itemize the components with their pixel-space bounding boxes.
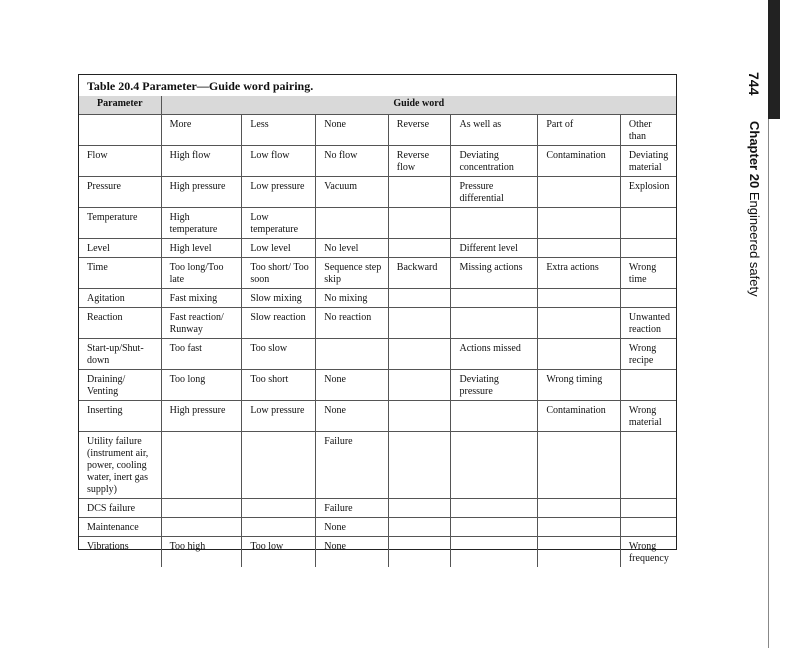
- table-cell: [161, 518, 242, 537]
- table-cell: [388, 518, 451, 537]
- table-cell: [388, 537, 451, 568]
- parameter-guide-word-table: [79, 96, 676, 567]
- parameter-cell: Pressure: [79, 177, 161, 208]
- table-cell: High temperature: [161, 208, 242, 239]
- table-cell: [538, 289, 621, 308]
- guide-word-cell: As well as: [451, 115, 538, 146]
- table-cell: Low temperature: [242, 208, 316, 239]
- parameter-cell: Time: [79, 258, 161, 289]
- table-cell: Explosion: [620, 177, 676, 208]
- table-cell: [388, 339, 451, 370]
- table-cell: High pressure: [161, 177, 242, 208]
- table-cell: Contamination: [538, 146, 621, 177]
- table-cell: [388, 370, 451, 401]
- table-row: [79, 177, 676, 208]
- table-cell: [451, 499, 538, 518]
- table-cell: None: [316, 518, 389, 537]
- table-row: [79, 239, 676, 258]
- table-cell: [538, 177, 621, 208]
- table-caption: Table 20.4 Parameter—Guide word pairing.: [87, 79, 314, 93]
- table-cell: High level: [161, 239, 242, 258]
- table-cell: [538, 518, 621, 537]
- table-cell: Unwanted reaction: [620, 308, 676, 339]
- table-cell: Wrong time: [620, 258, 676, 289]
- table-cell: Too long: [161, 370, 242, 401]
- table-cell: Too fast: [161, 339, 242, 370]
- table-cell: [538, 537, 621, 568]
- table-cell: No reaction: [316, 308, 389, 339]
- table-cell: [242, 432, 316, 499]
- guide-word-cell: None: [316, 115, 389, 146]
- guide-words-row: [79, 115, 676, 146]
- table-cell: [388, 499, 451, 518]
- table-cell: [620, 499, 676, 518]
- table-cell: [242, 499, 316, 518]
- guide-word-cell: Reverse: [388, 115, 451, 146]
- table-cell: Reverse flow: [388, 146, 451, 177]
- chapter-label: Chapter 20: [747, 120, 762, 189]
- parameter-cell: Inserting: [79, 401, 161, 432]
- table-cell: [388, 432, 451, 499]
- table-cell: Low pressure: [242, 177, 316, 208]
- table-cell: [388, 289, 451, 308]
- table-cell: [316, 339, 389, 370]
- table-cell: Low level: [242, 239, 316, 258]
- table-cell: [620, 518, 676, 537]
- table-cell: [538, 339, 621, 370]
- table-row: [79, 518, 676, 537]
- table-cell: [538, 239, 621, 258]
- sidebar-tab-bar: [768, 0, 780, 119]
- table-cell: [161, 432, 242, 499]
- table-cell: [242, 518, 316, 537]
- table-row: [79, 258, 676, 289]
- table-cell: [620, 370, 676, 401]
- table-cell: None: [316, 370, 389, 401]
- parameter-cell: Reaction: [79, 308, 161, 339]
- header-parameter: Parameter: [79, 96, 161, 115]
- table-cell: Vacuum: [316, 177, 389, 208]
- table-row: [79, 370, 676, 401]
- table-cell: Fast mixing: [161, 289, 242, 308]
- table-row: [79, 208, 676, 239]
- table-cell: [451, 308, 538, 339]
- table-cell: Low flow: [242, 146, 316, 177]
- table-cell: Extra actions: [538, 258, 621, 289]
- table-cell: Deviating concentration: [451, 146, 538, 177]
- header-guide-word: Guide word: [161, 96, 676, 115]
- table-cell: [388, 208, 451, 239]
- table-cell: Slow reaction: [242, 308, 316, 339]
- table-cell: Too long/Too late: [161, 258, 242, 289]
- table-cell: [388, 239, 451, 258]
- guide-word-cell: Part of: [538, 115, 621, 146]
- table-row: [79, 308, 676, 339]
- table-cell: [538, 432, 621, 499]
- table-cell: [538, 208, 621, 239]
- table-cell: [388, 401, 451, 432]
- table-cell: [451, 289, 538, 308]
- table-cell: Too slow: [242, 339, 316, 370]
- table-cell: Backward: [388, 258, 451, 289]
- table-cell: Too short: [242, 370, 316, 401]
- table-row: [79, 432, 676, 499]
- table-cell: [451, 208, 538, 239]
- guide-word-blank: [79, 115, 161, 146]
- table-cell: High pressure: [161, 401, 242, 432]
- table-cell: Too high: [161, 537, 242, 568]
- table-cell: Too low: [242, 537, 316, 568]
- table-cell: Deviating material: [620, 146, 676, 177]
- table-cell: [538, 308, 621, 339]
- table-cell: Actions missed: [451, 339, 538, 370]
- guide-word-cell: Other than: [620, 115, 676, 146]
- guide-word-cell: More: [161, 115, 242, 146]
- table-cell: Too short/ Too soon: [242, 258, 316, 289]
- table-cell: [620, 289, 676, 308]
- table-row: [79, 146, 676, 177]
- parameter-cell: Start-up/Shut-down: [79, 339, 161, 370]
- table-cell: Failure: [316, 499, 389, 518]
- table-cell: Contamination: [538, 401, 621, 432]
- table-cell: Deviating pressure: [451, 370, 538, 401]
- table-row: [79, 401, 676, 432]
- table-cell: Failure: [316, 432, 389, 499]
- table-cell: Low pressure: [242, 401, 316, 432]
- guide-word-cell: Less: [242, 115, 316, 146]
- table-cell: High flow: [161, 146, 242, 177]
- parameter-cell: Agitation: [79, 289, 161, 308]
- table-cell: Wrong timing: [538, 370, 621, 401]
- table-cell: [538, 499, 621, 518]
- table-cell: [451, 537, 538, 568]
- table-cell: Different level: [451, 239, 538, 258]
- table-row: [79, 537, 676, 568]
- parameter-cell: Flow: [79, 146, 161, 177]
- table-cell: Fast reaction/ Runway: [161, 308, 242, 339]
- table-row: [79, 499, 676, 518]
- table-cell: No level: [316, 239, 389, 258]
- page-number: 744: [746, 72, 762, 96]
- table-header-row: [79, 96, 676, 115]
- table-cell: Wrong frequency: [620, 537, 676, 568]
- table-cell: [620, 239, 676, 258]
- table-cell: No mixing: [316, 289, 389, 308]
- parameter-cell: Utility failure (instrument air, power, cooling water, inert gas supply): [79, 432, 161, 499]
- table-cell: Missing actions: [451, 258, 538, 289]
- table-cell: Pressure differential: [451, 177, 538, 208]
- table-cell: [388, 308, 451, 339]
- table-cell: No flow: [316, 146, 389, 177]
- table-cell: None: [316, 537, 389, 568]
- chapter-title: Engineered safety: [747, 191, 762, 297]
- table-cell: [161, 499, 242, 518]
- parameter-cell: Maintenance: [79, 518, 161, 537]
- parameter-cell: Temperature: [79, 208, 161, 239]
- table-body: [79, 115, 676, 568]
- table-cell: [451, 432, 538, 499]
- sidebar-rule: [768, 119, 769, 648]
- table-cell: Wrong recipe: [620, 339, 676, 370]
- table-row: [79, 339, 676, 370]
- table-cell: [316, 208, 389, 239]
- table-cell: Wrong material: [620, 401, 676, 432]
- table-cell: [620, 432, 676, 499]
- parameter-cell: Level: [79, 239, 161, 258]
- table-cell: None: [316, 401, 389, 432]
- table-frame: [78, 74, 677, 564]
- table-cell: [451, 518, 538, 537]
- parameter-cell: DCS failure: [79, 499, 161, 518]
- table-cell: [451, 401, 538, 432]
- parameter-cell: Vibrations: [79, 537, 161, 568]
- table-cell: Slow mixing: [242, 289, 316, 308]
- parameter-cell: Draining/ Venting: [79, 370, 161, 401]
- table-cell: Sequence step skip: [316, 258, 389, 289]
- table-cell: [388, 177, 451, 208]
- table-row: [79, 289, 676, 308]
- running-head: [747, 72, 761, 297]
- table-cell: [620, 208, 676, 239]
